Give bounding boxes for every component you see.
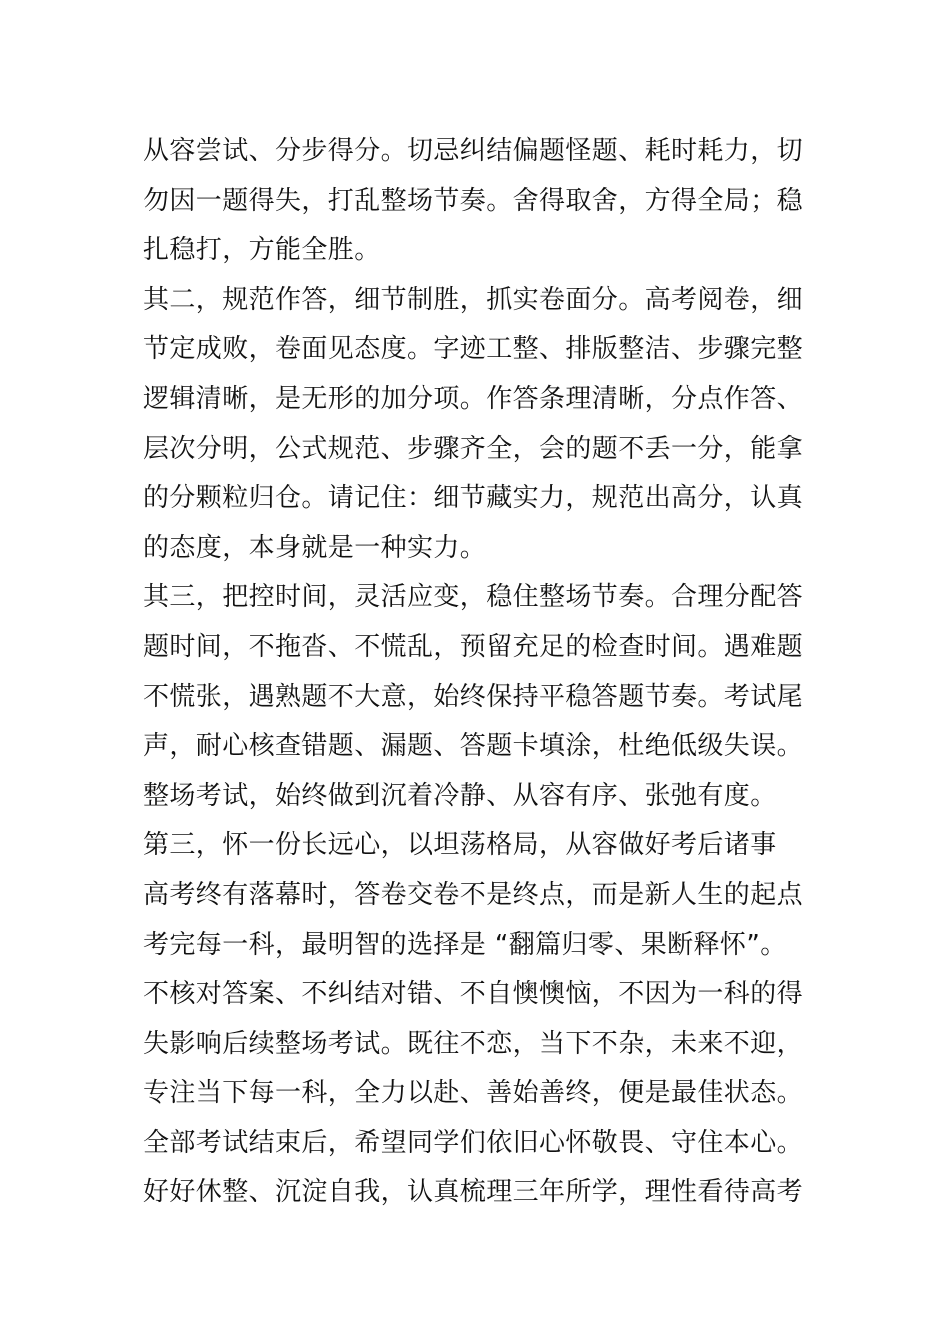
text-line: 的态度，本身就是一种实力。 — [143, 532, 487, 563]
text-line: 全部考试结束后，希望同学们依旧心怀敬畏、守住本心。 — [143, 1127, 804, 1158]
text-line: 层次分明，公式规范、步骤齐全，会的题不丢一分，能拿 — [143, 433, 804, 464]
text-line: 专注当下每一科，全力以赴、善始善终，便是最佳状态。 — [143, 1078, 804, 1109]
text-line: 扎稳打，方能全胜。 — [143, 235, 381, 266]
text-line: 整场考试，始终做到沉着冷静、从容有序、张弛有度。 — [143, 780, 777, 811]
text-line: 题时间，不拖沓、不慌乱，预留充足的检查时间。遇难题 — [143, 631, 804, 662]
text-line: 考完每一科，最明智的选择是 “翻篇归零、果断释怀”。 — [143, 929, 787, 960]
text-line: 高考终有落幕时，答卷交卷不是终点，而是新人生的起点 — [143, 879, 804, 910]
text-line: 声，耐心核查错题、漏题、答题卡填涂，杜绝低级失误。 — [143, 731, 804, 762]
text-line: 不核对答案、不纠结对错、不自懊懊恼，不因为一科的得 — [143, 979, 804, 1010]
text-line: 失影响后续整场考试。既往不恋，当下不杂，未来不迎， — [143, 1028, 804, 1059]
body-text — [143, 127, 813, 1218]
text-line: 从容尝试、分步得分。切忌纠结偏题怪题、耗时耗力，切 — [143, 136, 804, 166]
text-line: 其二，规范作答，细节制胜，抓实卷面分。高考阅卷，细 — [143, 284, 804, 315]
text-line: 的分颗粒归仓。请记住：细节藏实力，规范出高分，认真 — [143, 483, 804, 514]
text-line: 节定成败，卷面见态度。字迹工整、排版整洁、步骤完整 — [143, 334, 804, 365]
text-line: 第三，怀一份长远心，以坦荡格局，从容做好考后诸事 — [143, 830, 777, 861]
text-line: 其三，把控时间，灵活应变，稳住整场节奏。合理分配答 — [143, 582, 804, 613]
text-line: 不慌张，遇熟题不大意，始终保持平稳答题节奏。考试尾 — [143, 681, 804, 712]
text-line: 好好休整、沉淀自我，认真梳理三年所学，理性看待高考 — [143, 1177, 804, 1208]
text-line: 勿因一题得失，打乱整场节奏。舍得取舍，方得全局；稳 — [143, 185, 804, 216]
text-line: 逻辑清晰，是无形的加分项。作答条理清晰，分点作答、 — [143, 383, 804, 414]
